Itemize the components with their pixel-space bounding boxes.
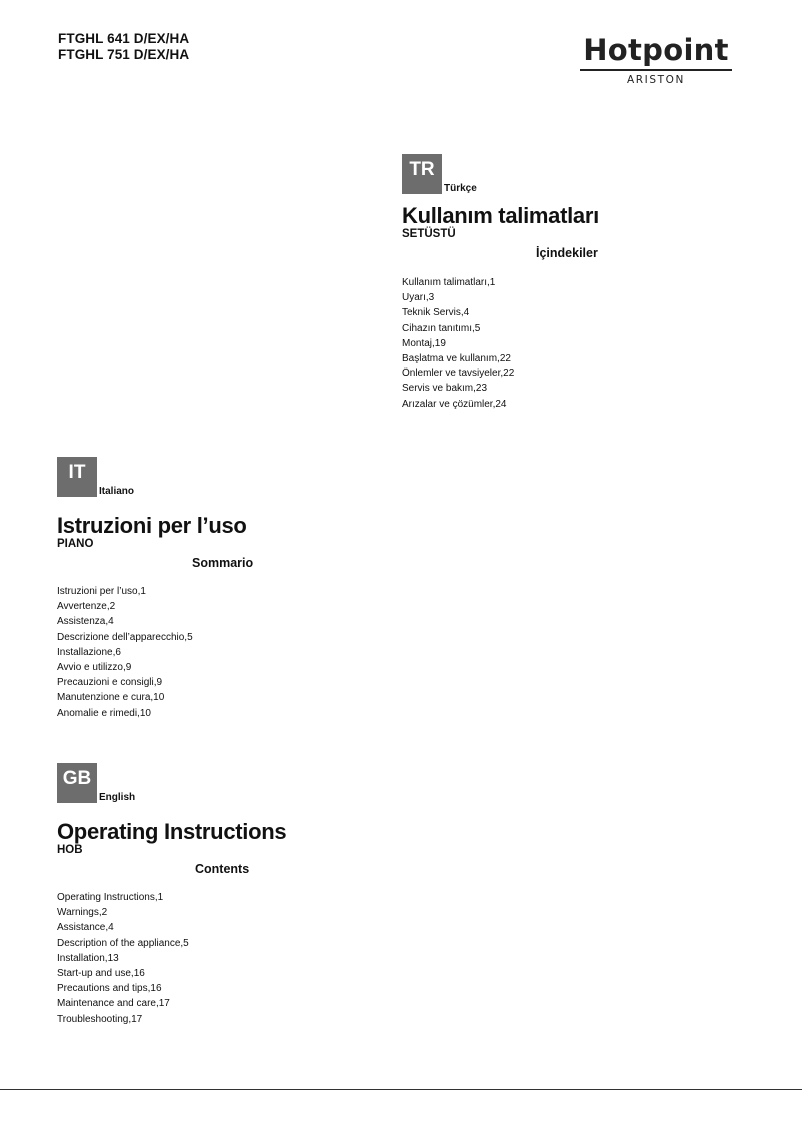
language-header [57, 763, 286, 803]
brand-name: Hotpoint [583, 33, 729, 67]
toc-item: Troubleshooting,17 [57, 1013, 143, 1025]
toc-heading: İçindekiler [536, 246, 598, 260]
model-numbers [58, 31, 189, 63]
logo-divider [580, 69, 732, 71]
toc-heading: Sommario [192, 556, 254, 570]
table-of-contents [57, 890, 286, 1027]
section-subtitle: SETÜSTÜ [402, 228, 456, 240]
toc-item: Precautions and tips,16 [57, 983, 162, 995]
toc-item: Arızalar ve çözümler,24 [402, 398, 507, 410]
section-title: Istruzioni per l’uso [57, 513, 247, 538]
section-subtitle: PIANO [57, 538, 94, 550]
section-tr [402, 154, 599, 412]
toc-heading: Contents [195, 862, 250, 876]
toc-item: Precauzioni e consigli,9 [57, 677, 163, 689]
language-name: Türkçe [444, 183, 477, 194]
toc-item: Installazione,6 [57, 646, 121, 658]
section-subtitle: HOB [57, 844, 83, 856]
section-title: Operating Instructions [57, 819, 287, 844]
language-badge: IT [57, 457, 97, 497]
footer-divider [0, 1089, 802, 1090]
language-name: Italiano [99, 486, 135, 497]
section-title: Kullanım talimatları [402, 203, 599, 228]
table-of-contents [57, 584, 253, 721]
toc-item: Anomalie e rimedi,10 [57, 707, 151, 719]
toc-item: Başlatma ve kullanım,22 [402, 353, 511, 365]
table-of-contents [402, 275, 599, 412]
toc-item: Avvio e utilizzo,9 [57, 662, 132, 674]
toc-item: Avvertenze,2 [57, 601, 116, 613]
toc-item: Uyarı,3 [402, 292, 435, 304]
model-number: FTGHL 751 D/EX/HA [58, 47, 190, 62]
toc-item: Teknik Servis,4 [402, 307, 470, 319]
toc-item: Kullanım talimatları,1 [402, 277, 496, 288]
toc-item: Installation,13 [57, 952, 119, 964]
model-number: FTGHL 641 D/EX/HA [58, 31, 190, 46]
language-badge: GB [57, 763, 97, 803]
toc-item: Operating Instructions,1 [57, 892, 164, 903]
toc-item: Maintenance and care,17 [57, 998, 170, 1010]
language-header [57, 457, 253, 497]
toc-item: Istruzioni per l’uso,1 [57, 586, 146, 597]
toc-item: Montaj,19 [402, 337, 446, 349]
toc-item: Start-up and use,16 [57, 968, 145, 980]
toc-item: Servis ve bakım,23 [402, 383, 488, 395]
brand-logo [580, 34, 732, 86]
toc-item: Assistenza,4 [57, 616, 114, 628]
toc-item: Manutenzione e cura,10 [57, 692, 165, 704]
toc-item: Cihazın tanıtımı,5 [402, 322, 481, 334]
section-it [57, 457, 253, 721]
language-badge: TR [402, 154, 442, 194]
toc-item: Warnings,2 [57, 907, 108, 919]
toc-item: Descrizione dell’apparecchio,5 [57, 631, 193, 643]
toc-item: Önlemler ve tavsiyeler,22 [402, 368, 515, 380]
language-name: English [99, 792, 136, 803]
language-header [402, 154, 599, 194]
section-gb [57, 763, 286, 1027]
toc-item: Assistance,4 [57, 922, 114, 934]
toc-item: Description of the appliance,5 [57, 937, 189, 949]
brand-subname: ARISTON [627, 73, 685, 86]
